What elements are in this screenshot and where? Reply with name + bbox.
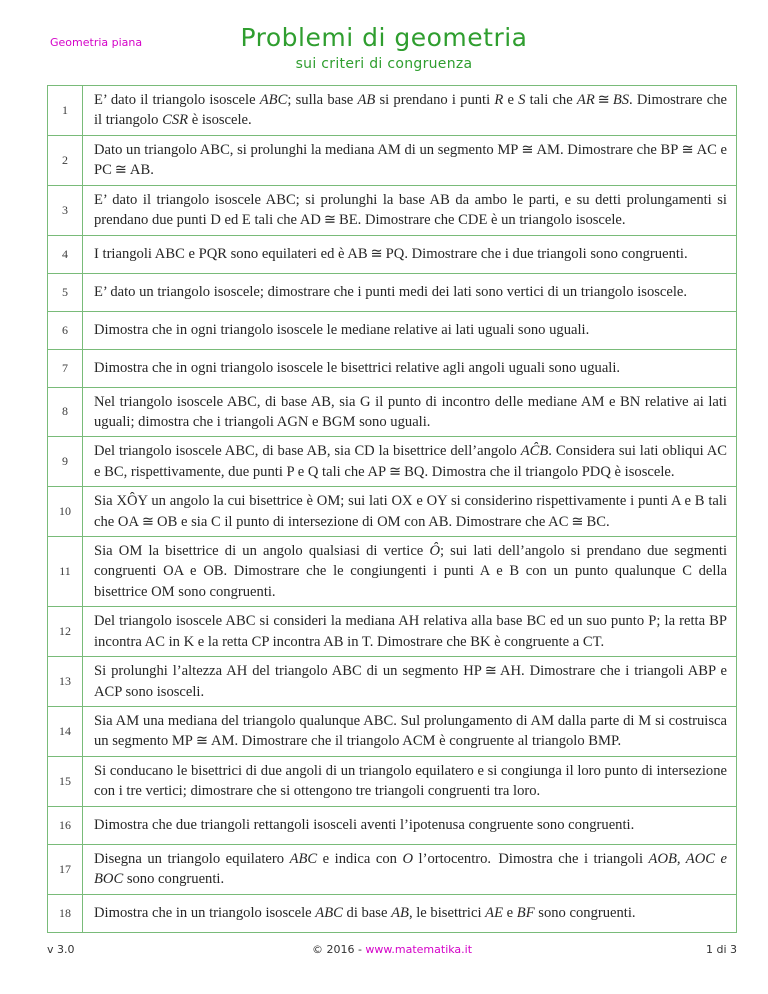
table-row	[48, 606, 736, 656]
row-text	[83, 236, 736, 273]
row-text-content: E’ dato il triangolo isoscele ABC; si prolunghi la base AB da ambo le parti, e su detti prolungamenti si prendano due punti D ed E tali che AD ≅ BE. Dimostrare che CDE è un triangolo isoscele.	[94, 191, 727, 229]
table-row	[48, 806, 736, 844]
row-text	[83, 437, 736, 486]
row-number: 15	[48, 757, 83, 806]
category-label: Geometria piana	[50, 36, 143, 49]
copyright-prefix: © 2016 -	[311, 942, 366, 956]
row-text-content: Nel triangolo isoscele ABC, di base AB, sia G il punto di incontro delle mediane AM e BN relative ai lati uguali; dimostra che i triangoli AGN e BGM sono uguali.	[94, 393, 727, 430]
row-text	[83, 312, 736, 349]
row-text	[83, 845, 736, 894]
table-row	[48, 536, 736, 606]
table-row	[48, 486, 736, 536]
row-text-content: Dimostra che due triangoli rettangoli isosceli aventi l’ipotenusa congruente sono congruenti.	[94, 816, 635, 833]
row-text-content: Si conducano le bisettrici di due angoli di un triangolo equilatero e si congiunga il loro punto di intersezione con i tre vertici; dimostrare che si ottengono tre triangoli congruenti tra loro.	[94, 762, 727, 800]
problems-table	[47, 85, 737, 933]
row-text-content: Dimostra che in un triangolo isoscele ABC di base AB, le bisettrici AE e BF sono congruenti.	[94, 904, 636, 921]
row-text-content: Del triangolo isoscele ABC si consideri la mediana AH relativa alla base BC ed un suo punto P; la retta BP incontra AC in K e la retta CP incontra AB in T. Dimostrare che BK è congruente a CT.	[94, 613, 727, 650]
header	[0, 0, 768, 85]
row-text-content: Dato un triangolo ABC, si prolunghi la mediana AM di un segmento MP ≅ AM. Dimostrare che BP ≅ AC e PC ≅ AB.	[94, 141, 727, 179]
row-number: 9	[48, 437, 83, 486]
row-text	[83, 657, 736, 706]
row-text	[83, 86, 736, 135]
row-text-content: Sia AM una mediana del triangolo qualunque ABC. Sul prolungamento di AM dalla parte di M si costruisca un segmento MP ≅ AM. Dimostrare che il triangolo ACM è congruente al triangolo BMP.	[94, 713, 727, 750]
table-row	[48, 135, 736, 185]
row-text	[83, 707, 736, 756]
row-text	[83, 537, 736, 606]
row-text	[83, 607, 736, 656]
page-indicator: 1 di 3	[705, 942, 737, 956]
row-number: 13	[48, 657, 83, 706]
table-row	[48, 387, 736, 437]
row-number: 5	[48, 274, 83, 311]
row-text	[83, 274, 736, 311]
site-link[interactable]: www.matematika.it	[365, 942, 473, 956]
table-row	[48, 436, 736, 486]
table-row	[48, 235, 736, 273]
table-row	[48, 311, 736, 349]
row-text-content: E’ dato un triangolo isoscele; dimostrare che i punti medi dei lati sono vertici di un triangolo isoscele.	[94, 283, 688, 300]
row-text-content: Del triangolo isoscele ABC, di base AB, sia CD la bisettrice dell’angolo AĈB. Considera sui lati obliqui AC e BC, rispettivamente, due punti P e Q tali che AP ≅ BQ. Dimostra che il triangolo PDQ è isoscele.	[94, 443, 728, 480]
row-number: 6	[48, 312, 83, 349]
row-number: 2	[48, 136, 83, 185]
table-row	[48, 185, 736, 235]
table-row	[48, 349, 736, 387]
row-number: 4	[48, 236, 83, 273]
row-text	[83, 807, 736, 844]
row-number: 11	[48, 537, 83, 606]
row-text-content: E’ dato il triangolo isoscele ABC; sulla base AB si prendano i punti R e S tali che AR ≅ BS. Dimostrare che il triangolo CSR è isoscele.	[94, 92, 727, 129]
row-number: 16	[48, 807, 83, 844]
row-number: 10	[48, 487, 83, 536]
row-text-content: Si prolunghi l’altezza AH del triangolo ABC di un segmento HP ≅ AH. Dimostrare che i triangoli ABP e ACP sono isosceli.	[94, 663, 727, 700]
row-number: 1	[48, 86, 83, 135]
table-row	[48, 894, 736, 932]
row-text	[83, 186, 736, 235]
row-text	[83, 136, 736, 185]
row-number: 3	[48, 186, 83, 235]
row-number: 7	[48, 350, 83, 387]
table-row	[48, 86, 736, 135]
row-number: 17	[48, 845, 83, 894]
row-text	[83, 350, 736, 387]
row-text-content: Dimostra che in ogni triangolo isoscele le mediane relative ai lati uguali sono uguali.	[94, 321, 590, 338]
row-text-content: Sia XÔY un angolo la cui bisettrice è OM; sui lati OX e OY si considerino rispettivamente i punti A e B tali che OA ≅ OB e sia C il punto di intersezione di OM con AB. Dimostrare che AC ≅ BC.	[94, 493, 727, 530]
row-number: 12	[48, 607, 83, 656]
row-text	[83, 487, 736, 536]
row-text	[83, 895, 736, 932]
page-subtitle: sui criteri di congruenza	[295, 55, 473, 72]
table-row	[48, 273, 736, 311]
row-text-content: Dimostra che in ogni triangolo isoscele le bisettrici relative agli angoli uguali sono uguali.	[94, 359, 621, 376]
row-number: 14	[48, 707, 83, 756]
row-number: 8	[48, 388, 83, 437]
table-row	[48, 756, 736, 806]
version-label: v 3.0	[47, 942, 75, 956]
row-text-content: Disegna un triangolo equilatero ABC e indica con O l’ortocentro. Dimostra che i triangoli AOB, AOC e BOC sono congruenti.	[94, 850, 727, 888]
row-text-content: Sia OM la bisettrice di un angolo qualsiasi di vertice Ô; sui lati dell’angolo si prendano due segmenti congruenti OA e OB. Dimostrare che le congiungenti i punti A e B con un punto qualunque C della bisettrice OM sono congruenti.	[94, 543, 727, 600]
row-text	[83, 388, 736, 437]
row-text-content: I triangoli ABC e PQR sono equilateri ed è AB ≅ PQ. Dimostrare che i due triangoli sono congruenti.	[94, 245, 688, 262]
table-row	[48, 844, 736, 894]
copyright-text	[47, 943, 737, 956]
row-text	[83, 757, 736, 806]
table-row	[48, 706, 736, 756]
page-title: Problemi di geometria	[240, 23, 528, 52]
footer	[47, 943, 737, 956]
table-row	[48, 656, 736, 706]
row-number: 18	[48, 895, 83, 932]
